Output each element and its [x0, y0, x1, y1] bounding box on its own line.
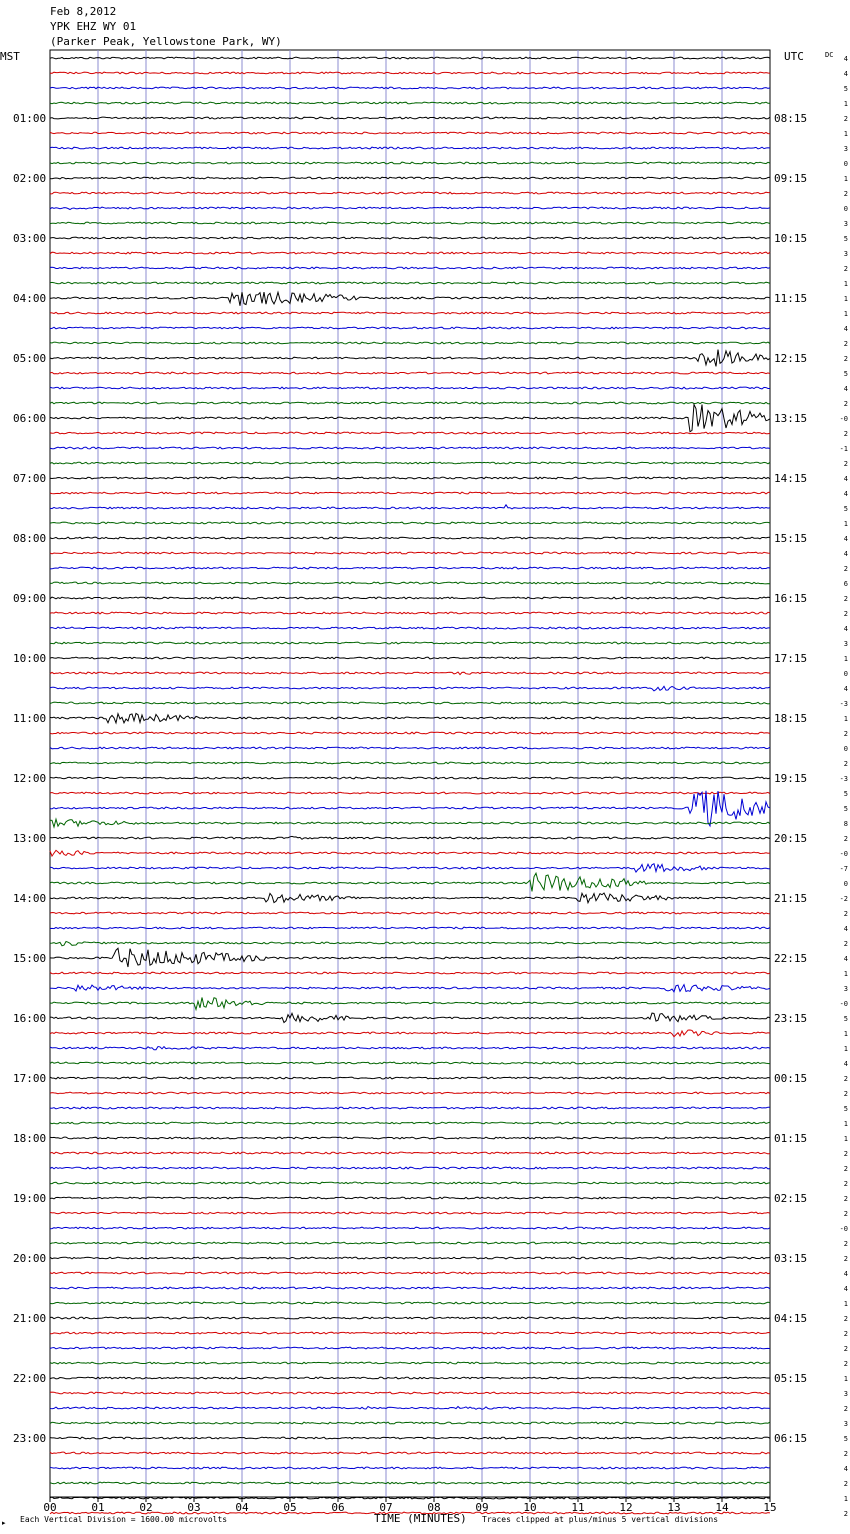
trace-row: [50, 1212, 770, 1214]
trace-row: [50, 292, 770, 306]
left-hour-label: 12:00: [13, 772, 47, 785]
right-hour-label: 00:15: [774, 1072, 808, 1085]
trace-row: [50, 537, 770, 539]
dc-offset-label: 2: [843, 1240, 848, 1248]
trace-row: [50, 1197, 770, 1199]
x-tick-label: 02: [139, 1501, 153, 1514]
dc-offset-label: 1: [843, 520, 848, 528]
right-hour-label: 08:15: [774, 112, 808, 125]
trace-row: [50, 237, 770, 239]
trace-row: [50, 552, 770, 554]
dc-offset-label: 3: [843, 640, 848, 648]
dc-offset-label: 5: [843, 1015, 848, 1023]
dc-offset-label: 1: [843, 130, 848, 138]
footer-mark-icon: ▸: [2, 1519, 6, 1527]
trace-row: [50, 657, 770, 659]
trace-row: [50, 1077, 770, 1079]
trace-row: [50, 912, 770, 914]
trace-row: [50, 1257, 770, 1259]
dc-offset-label: 2: [843, 1180, 848, 1188]
trace-row: [50, 1013, 770, 1022]
right-hour-label: 09:15: [774, 172, 808, 185]
dc-offset-label: 2: [843, 400, 848, 408]
trace-row: [50, 1122, 770, 1124]
trace-row: [50, 998, 770, 1010]
trace-row: [50, 72, 770, 74]
trace-row: [50, 462, 770, 464]
dc-offset-label: 4: [843, 325, 848, 333]
dc-offset-label: 4: [843, 1060, 848, 1068]
trace-row: [50, 402, 770, 404]
right-hour-label: 02:15: [774, 1192, 808, 1205]
trace-row: [50, 162, 770, 164]
trace-row: [50, 972, 770, 974]
trace-row: [50, 597, 770, 599]
dc-offset-label: 3: [843, 985, 848, 993]
dc-offset-label: 3: [843, 1390, 848, 1398]
trace-row: [50, 582, 770, 584]
dc-offset-label: 4: [843, 550, 848, 558]
trace-row: [50, 1030, 770, 1037]
dc-offset-label: 1: [843, 1135, 848, 1143]
dc-offset-label: 2: [843, 1315, 848, 1323]
trace-row: [50, 1362, 770, 1364]
trace-row: [50, 1062, 770, 1064]
left-hour-label: 11:00: [13, 712, 47, 725]
trace-row: [50, 713, 770, 723]
trace-row: [50, 372, 770, 374]
x-tick-label: 04: [235, 1501, 249, 1514]
dc-offset-label: 2: [843, 1150, 848, 1158]
left-hour-label: 17:00: [13, 1072, 47, 1085]
trace-row: [50, 1092, 770, 1094]
dc-offset-label: 5: [843, 790, 848, 798]
trace-row: [50, 702, 770, 704]
dc-offset-label: 8: [843, 820, 848, 828]
dc-offset-label: -0: [839, 415, 848, 423]
trace-row: [50, 447, 770, 449]
right-hour-label: 22:15: [774, 952, 808, 965]
right-hour-label: 04:15: [774, 1312, 808, 1325]
trace-row: [50, 1167, 770, 1169]
trace-row: [50, 627, 770, 629]
trace-row: [50, 327, 770, 329]
trace-row: [50, 985, 770, 992]
trace-row: [50, 819, 770, 827]
trace-row: [50, 1347, 770, 1349]
trace-row: [50, 1497, 770, 1499]
dc-offset-label: 2: [843, 1075, 848, 1083]
dc-offset-label: 4: [843, 535, 848, 543]
trace-row: [50, 1227, 770, 1229]
dc-offset-label: 2: [843, 1090, 848, 1098]
dc-offset-label: 1: [843, 1375, 848, 1383]
trace-row: [50, 192, 770, 194]
x-tick-label: 01: [91, 1501, 105, 1514]
dc-offset-label: 4: [843, 490, 848, 498]
dc-offset-label: 5: [843, 805, 848, 813]
left-hour-label: 04:00: [13, 292, 47, 305]
dc-offset-label: -0: [839, 850, 848, 858]
dc-offset-label: 2: [843, 430, 848, 438]
dc-offset-label: 2: [843, 1345, 848, 1353]
trace-row: [50, 312, 770, 314]
dc-offset-label: 2: [843, 910, 848, 918]
dc-offset-label: 1: [843, 100, 848, 108]
x-tick-label: 14: [715, 1501, 729, 1514]
dc-label: DC: [825, 51, 834, 59]
dc-offset-label: 4: [843, 55, 848, 63]
left-hour-label: 21:00: [13, 1312, 47, 1325]
trace-row: [50, 477, 770, 479]
x-tick-label: 12: [619, 1501, 633, 1514]
right-hour-label: 20:15: [774, 832, 808, 845]
trace-row: [50, 177, 770, 179]
right-hour-label: 16:15: [774, 592, 808, 605]
trace-row: [50, 836, 770, 839]
trace-row: [50, 222, 770, 224]
dc-offset-label: 0: [843, 880, 848, 888]
left-hour-label: 15:00: [13, 952, 47, 965]
dc-offset-label: 2: [843, 595, 848, 603]
right-hour-label: 21:15: [774, 892, 808, 905]
trace-row: [50, 1392, 770, 1394]
right-hour-label: 15:15: [774, 532, 808, 545]
trace-row: [50, 1422, 770, 1424]
dc-offset-label: 1: [843, 280, 848, 288]
x-tick-label: 09: [475, 1501, 489, 1514]
trace-row: [50, 942, 770, 946]
trace-row: [50, 864, 770, 872]
header-station: YPK EHZ WY 01: [50, 20, 137, 33]
dc-offset-label: 3: [843, 250, 848, 258]
dc-offset-label: 2: [843, 1360, 848, 1368]
trace-row: [50, 522, 770, 524]
right-hour-label: 17:15: [774, 652, 808, 665]
x-tick-label: 10: [523, 1501, 537, 1514]
left-hour-label: 18:00: [13, 1132, 47, 1145]
dc-offset-label: 4: [843, 625, 848, 633]
dc-offset-label: 1: [843, 715, 848, 723]
dc-offset-label: 1: [843, 175, 848, 183]
dc-offset-label: 2: [843, 265, 848, 273]
right-hour-label: 01:15: [774, 1132, 808, 1145]
dc-offset-label: 2: [843, 565, 848, 573]
right-axis-label: UTC: [784, 50, 804, 63]
x-axis-title: TIME (MINUTES): [374, 1512, 467, 1525]
right-hour-label: 10:15: [774, 232, 808, 245]
dc-offset-label: 4: [843, 70, 848, 78]
dc-offset-label: 4: [843, 385, 848, 393]
dc-offset-label: 4: [843, 685, 848, 693]
trace-row: [50, 1437, 770, 1439]
trace-row: [50, 1137, 770, 1139]
dc-offset-label: 4: [843, 475, 848, 483]
dc-offset-label: 2: [843, 1330, 848, 1338]
dc-offset-label: 2: [843, 1405, 848, 1413]
left-hour-label: 09:00: [13, 592, 47, 605]
left-hour-label: 01:00: [13, 112, 47, 125]
x-tick-label: 03: [187, 1501, 201, 1514]
dc-offset-label: 5: [843, 1105, 848, 1113]
right-hour-label: 23:15: [774, 1012, 808, 1025]
x-tick-label: 08: [427, 1501, 441, 1514]
trace-row: [50, 612, 770, 614]
dc-offset-label: 0: [843, 745, 848, 753]
trace-row: [50, 282, 770, 284]
x-tick-label: 05: [283, 1501, 297, 1514]
dc-offset-label: 2: [843, 460, 848, 468]
dc-offset-label: 1: [843, 295, 848, 303]
trace-row: [50, 1332, 770, 1334]
dc-offset-label: 1: [843, 655, 848, 663]
left-hour-label: 22:00: [13, 1372, 47, 1385]
dc-offset-label: 2: [843, 340, 848, 348]
dc-offset-label: 1: [843, 1030, 848, 1038]
x-tick-label: 15: [763, 1501, 777, 1514]
trace-row: [50, 342, 770, 344]
dc-offset-label: 4: [843, 955, 848, 963]
trace-row: [50, 492, 770, 494]
x-tick-label: 13: [667, 1501, 681, 1514]
dc-offset-label: 4: [843, 1465, 848, 1473]
left-hour-label: 14:00: [13, 892, 47, 905]
trace-row: [50, 1407, 770, 1410]
left-hour-label: 20:00: [13, 1252, 47, 1265]
dc-offset-label: 3: [843, 145, 848, 153]
trace-row: [50, 791, 770, 826]
right-hour-label: 03:15: [774, 1252, 808, 1265]
dc-offset-label: 4: [843, 1270, 848, 1278]
dc-offset-label: 2: [843, 835, 848, 843]
trace-row: [50, 850, 770, 856]
dc-offset-label: 2: [843, 940, 848, 948]
trace-row: [50, 1467, 770, 1469]
trace-row: [50, 387, 770, 389]
dc-offset-label: 2: [843, 760, 848, 768]
right-hour-label: 12:15: [774, 352, 808, 365]
dc-offset-label: -1: [839, 445, 848, 453]
dc-offset-label: 2: [843, 115, 848, 123]
dc-offset-label: 5: [843, 370, 848, 378]
trace-row: [50, 267, 770, 269]
dc-offset-label: -7: [839, 865, 848, 873]
dc-offset-label: 1: [843, 1120, 848, 1128]
dc-offset-label: 4: [843, 925, 848, 933]
header-location: (Parker Peak, Yellowstone Park, WY): [50, 35, 282, 48]
left-hour-label: 08:00: [13, 532, 47, 545]
trace-row: [50, 567, 770, 569]
dc-offset-label: 5: [843, 235, 848, 243]
right-hour-label: 05:15: [774, 1372, 808, 1385]
trace-row: [50, 1107, 770, 1109]
left-hour-label: 10:00: [13, 652, 47, 665]
trace-row: [50, 252, 770, 254]
dc-offset-label: 6: [843, 580, 848, 588]
dc-offset-label: 5: [843, 505, 848, 513]
trace-row: [50, 1482, 770, 1484]
trace-row: [50, 1272, 770, 1274]
dc-offset-label: 2: [843, 1195, 848, 1203]
trace-row: [50, 762, 770, 764]
trace-row: [50, 1182, 770, 1184]
trace-row: [50, 132, 770, 134]
right-hour-label: 13:15: [774, 412, 808, 425]
trace-row: [50, 1302, 770, 1304]
trace-row: [50, 117, 770, 119]
left-hour-label: 06:00: [13, 412, 47, 425]
dc-offset-label: 0: [843, 670, 848, 678]
x-tick-label: 11: [571, 1501, 585, 1514]
left-hour-label: 07:00: [13, 472, 47, 485]
dc-offset-label: 2: [843, 1480, 848, 1488]
trace-row: [50, 87, 770, 89]
dc-offset-label: 2: [843, 1255, 848, 1263]
dc-offset-label: 5: [843, 1435, 848, 1443]
left-hour-label: 03:00: [13, 232, 47, 245]
trace-row: [50, 1287, 770, 1289]
dc-offset-label: 1: [843, 310, 848, 318]
trace-row: [50, 207, 770, 209]
dc-offset-label: 2: [843, 1210, 848, 1218]
trace-row: [50, 1152, 770, 1154]
dc-offset-label: 5: [843, 85, 848, 93]
x-tick-label: 00: [43, 1501, 57, 1514]
left-hour-label: 05:00: [13, 352, 47, 365]
trace-row: [50, 686, 770, 691]
trace-row: [50, 505, 770, 509]
dc-offset-label: 2: [843, 1510, 848, 1518]
trace-row: [50, 432, 770, 434]
left-hour-label: 16:00: [13, 1012, 47, 1025]
trace-row: [50, 1317, 770, 1319]
trace-row: [50, 1047, 770, 1050]
right-hour-label: 19:15: [774, 772, 808, 785]
trace-row: [50, 777, 770, 779]
dc-offset-label: -3: [839, 700, 848, 708]
dc-offset-label: -3: [839, 775, 848, 783]
trace-row: [50, 1377, 770, 1379]
left-hour-label: 19:00: [13, 1192, 47, 1205]
dc-offset-label: 4: [843, 1285, 848, 1293]
x-tick-label: 07: [379, 1501, 393, 1514]
scale-note: Each Vertical Division = 1600.00 microvolts: [20, 1515, 228, 1524]
right-hour-label: 18:15: [774, 712, 808, 725]
dc-offset-label: 2: [843, 355, 848, 363]
left-axis-label: MST: [0, 50, 20, 63]
right-hour-label: 06:15: [774, 1432, 808, 1445]
trace-row: [50, 350, 770, 367]
dc-offset-label: 0: [843, 205, 848, 213]
dc-offset-label: 2: [843, 610, 848, 618]
dc-offset-label: 1: [843, 1495, 848, 1503]
trace-row: [50, 672, 770, 675]
dc-offset-label: -0: [839, 1225, 848, 1233]
right-hour-label: 11:15: [774, 292, 808, 305]
dc-offset-label: -2: [839, 895, 848, 903]
trace-row: [50, 732, 770, 734]
trace-row: [50, 948, 770, 967]
trace-row: [50, 1242, 770, 1244]
left-hour-label: 13:00: [13, 832, 47, 845]
clip-note: Traces clipped at plus/minus 5 vertical divisions: [482, 1515, 719, 1524]
trace-row: [50, 893, 770, 903]
dc-offset-label: 1: [843, 1300, 848, 1308]
right-hour-label: 14:15: [774, 472, 808, 485]
trace-row: [50, 642, 770, 644]
left-hour-label: 23:00: [13, 1432, 47, 1445]
trace-row: [50, 873, 770, 891]
trace-row: [50, 404, 770, 431]
dc-offset-label: 2: [843, 1450, 848, 1458]
dc-offset-label: 1: [843, 1045, 848, 1053]
dc-offset-label: 2: [843, 190, 848, 198]
trace-row: [50, 747, 770, 749]
trace-row: [50, 1452, 770, 1454]
trace-row: [50, 792, 770, 794]
trace-row: [50, 927, 770, 929]
dc-offset-label: 3: [843, 1420, 848, 1428]
dc-offset-label: 1: [843, 970, 848, 978]
trace-row: [50, 57, 770, 59]
dc-offset-label: 2: [843, 730, 848, 738]
trace-row: [50, 102, 770, 104]
header-date: Feb 8,2012: [50, 5, 117, 18]
dc-offset-label: -0: [839, 1000, 848, 1008]
trace-row: [50, 147, 770, 149]
left-hour-label: 02:00: [13, 172, 47, 185]
dc-offset-label: 2: [843, 1165, 848, 1173]
dc-offset-label: 0: [843, 160, 848, 168]
dc-offset-label: 3: [843, 220, 848, 228]
x-tick-label: 06: [331, 1501, 345, 1514]
